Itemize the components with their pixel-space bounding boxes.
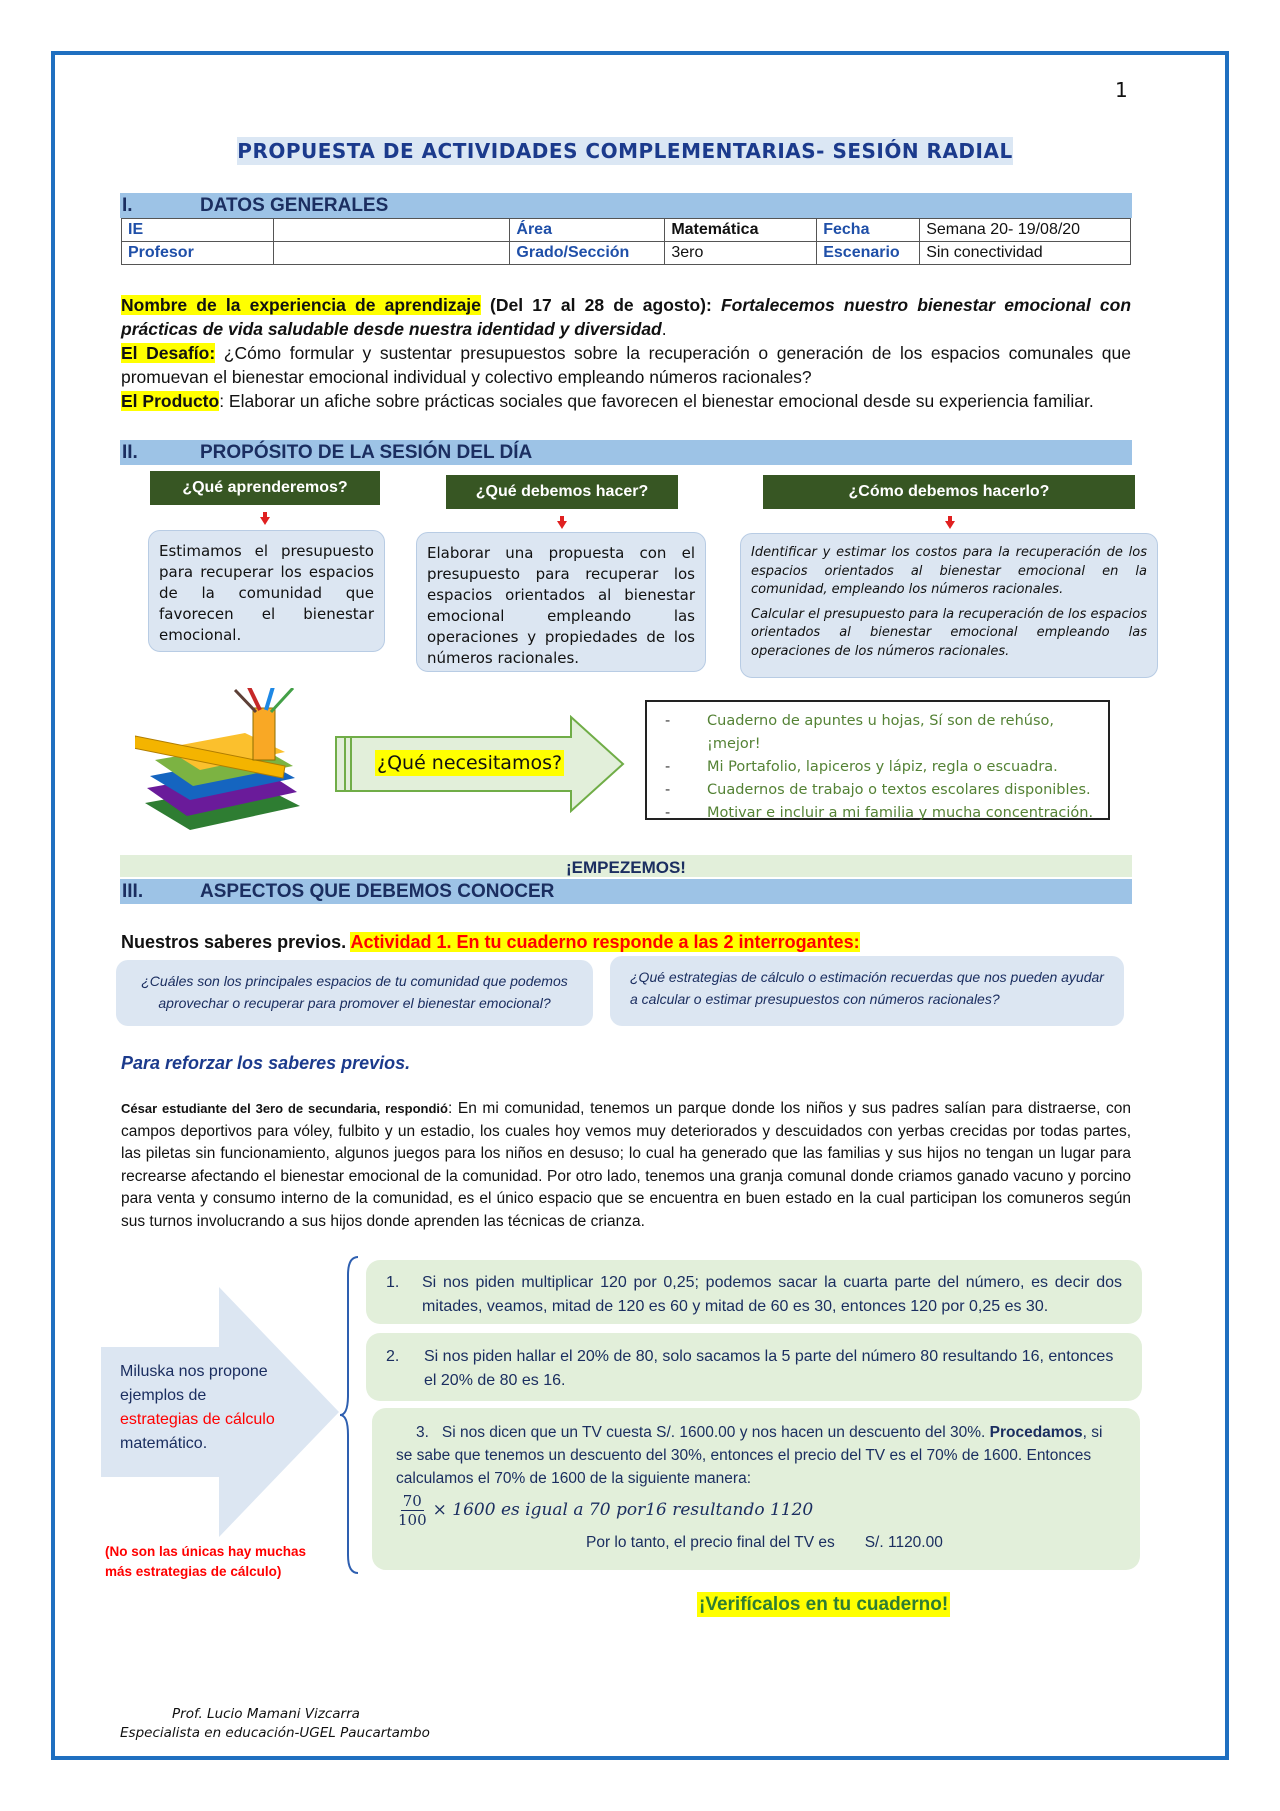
- section-3-bar: [120, 879, 1132, 904]
- footer-author: Prof. Lucio Mamani Vizcarra: [172, 1706, 360, 1722]
- cesar-label: César estudiante del 3ero de secundaria, respondió: [121, 1101, 448, 1116]
- question-1-text: ¿Cuáles son los principales espacios de tu comunidad que podemos aprovechar o recuperar para promover el bienestar emocional?: [141, 973, 568, 1011]
- area-label: Área: [510, 219, 665, 242]
- experience-dot: .: [661, 319, 667, 339]
- page-number: 1: [1115, 78, 1128, 102]
- area-value: Matemática: [665, 219, 817, 242]
- experience-label: Nombre de la experiencia de aprendizaje: [121, 295, 481, 315]
- document-title: PROPUESTA DE ACTIVIDADES COMPLEMENTARIAS- SESIÓN RADIAL: [237, 139, 1013, 163]
- activity-label: Actividad 1. En tu cuaderno responde a las 2 interrogantes:: [350, 932, 860, 952]
- strategy-1-box: [366, 1260, 1142, 1324]
- strategy-3-box: [372, 1408, 1140, 1570]
- list-item: - Mi Portafolio, lapiceros y lápiz, regla o escuadra.: [665, 759, 1058, 775]
- learn-header: ¿Qué aprenderemos?: [150, 471, 380, 505]
- strategy-1-text: Si nos piden multiplicar 120 por 0,25; podemos sacar la cuarta parte del número, es decir dos mitades, veamos, mitad de 120 es 60 y mitad de 60 es 30, entonces 120 por 0,25 es 30.: [422, 1274, 1122, 1315]
- footer: [120, 1705, 430, 1743]
- fraction-numerator: 70: [402, 1492, 422, 1510]
- experience-name: Fortalecemos nuestro bienestar emocional con prácticas de vida saludable desde nuestra identidad y diversidad: [121, 295, 1132, 339]
- down-arrow-icon: [260, 517, 270, 525]
- learn-text: Estimamos el presupuesto para recuperar los espacios de la comunidad que favorecen el bienestar emocional.: [159, 542, 374, 644]
- saberes-label: Nuestros saberes previos.: [121, 932, 351, 952]
- section-1-number: I.: [122, 195, 133, 216]
- question-1-box: [116, 960, 593, 1026]
- grado-label: Grado/Sección: [510, 242, 665, 265]
- list-item: - Cuadernos de trabajo o textos escolares disponibles.: [665, 782, 1091, 798]
- experience-paragraph: [121, 293, 1131, 341]
- cesar-paragraph: [121, 1098, 1131, 1233]
- escenario-label: Escenario: [817, 242, 920, 265]
- escenario-value: Sin conectividad: [920, 242, 1131, 265]
- ie-value: [273, 219, 510, 242]
- do-text: Elaborar una propuesta con el presupuesto para recuperar los espacios orientados al bienestar emocional empleando las operaciones y propiedades de los números racionales.: [427, 544, 695, 667]
- profesor-label: Profesor: [122, 242, 274, 265]
- do-box: [416, 532, 706, 672]
- strategy-3-text-a: Si nos dicen que un TV cuesta S/. 1600.00 y nos hacen un descuento del 30%.: [441, 1424, 990, 1441]
- footer-role: Especialista en educación-UGEL Paucartambo: [120, 1725, 430, 1741]
- section-2-bar: [120, 440, 1132, 465]
- conclusion-line: [586, 1531, 1116, 1554]
- how-text-1: Identificar y estimar los costos para la recuperación de los espacios orientados al bienestar emocional en la comunidad, empleando los números racionales.: [751, 545, 1147, 597]
- school-supplies-illustration: [135, 688, 310, 838]
- table-row: [122, 242, 1131, 265]
- section-3-title: ASPECTOS QUE DEBEMOS CONOCER: [200, 881, 555, 902]
- list-item: - Motivar e incluir a mi familia y mucha concentración.: [665, 805, 1094, 821]
- strategy-1-number: 1.: [386, 1274, 400, 1291]
- strategy-3-number: 3.: [416, 1424, 429, 1441]
- list-item: - Cuaderno de apuntes u hojas, Sí son de rehúso, ¡mejor!: [665, 713, 1055, 752]
- brace-icon: [340, 1255, 360, 1575]
- do-header: ¿Qué debemos hacer?: [446, 475, 678, 509]
- desafio-paragraph: [121, 341, 1131, 389]
- producto-text: : Elaborar un afiche sobre prácticas sociales que favorecen el bienestar emocional desde su experiencia familiar.: [219, 391, 1094, 411]
- miluska-note: (No son las únicas hay muchas más estrategias de cálculo): [105, 1544, 307, 1579]
- strategy-2-box: [366, 1333, 1142, 1401]
- conclusion-text: Por lo tanto, el precio final del TV es: [586, 1534, 835, 1551]
- miluska-red-text: estrategias de cálculo: [120, 1411, 275, 1428]
- needs-list: [645, 700, 1110, 820]
- fecha-label: Fecha: [817, 219, 920, 242]
- profesor-value: [273, 242, 510, 265]
- table-row: [122, 219, 1131, 242]
- start-banner: ¡EMPEZEMOS!: [120, 855, 1132, 877]
- producto-paragraph: [121, 389, 1131, 413]
- general-data-table: [121, 218, 1131, 265]
- how-text-2: Calcular el presupuesto para la recuperación de los espacios orientados al bienestar emocional empleando las operaciones de los números racionales.: [751, 606, 1147, 659]
- needs-arrow-label: ¿Qué necesitamos?: [377, 752, 563, 774]
- desafio-label: El Desafío:: [121, 343, 216, 363]
- strategy-3-bold: Procedamos: [989, 1424, 1083, 1441]
- how-box: [740, 533, 1158, 678]
- question-2-text: ¿Qué estrategias de cálculo o estimación recuerdas que nos pueden ayudar a calcular o estimar presupuestos con números racionales?: [630, 969, 1104, 1007]
- how-header: ¿Cómo debemos hacerlo?: [763, 475, 1135, 509]
- formula-line: [396, 1492, 1116, 1529]
- miluska-text: [120, 1360, 280, 1456]
- verify-text: ¡Verifícalos en tu cuaderno!: [699, 1594, 949, 1615]
- final-price: S/. 1120.00: [864, 1534, 943, 1551]
- fraction-denominator: 100: [398, 1511, 427, 1529]
- saberes-heading: [121, 930, 860, 954]
- down-arrow-icon: [557, 521, 567, 529]
- strategy-2-number: 2.: [386, 1348, 400, 1365]
- strategy-3-text-b: , si se sabe que tenemos un descuento del 30%, entonces el precio del TV es el 70% de 1600. Entonces calculamos el 70% de 1600 de la siguiente manera:: [396, 1424, 1103, 1487]
- formula-text: × 1600 es igual a 70 por16 resultando 1120: [432, 1500, 814, 1520]
- reforzar-heading: Para reforzar los saberes previos.: [121, 1053, 411, 1073]
- producto-label: El Producto: [121, 391, 220, 411]
- fraction: [396, 1492, 429, 1529]
- section-1-bar: [120, 193, 1132, 218]
- cesar-text: : En mi comunidad, tenemos un parque donde los niños y sus padres salían para distraerse, con campos deportivos para vóley, fulbito y un estadio, los cuales hoy vemos muy deteriorados y descuidados con yerbas crecidas por todas partes, las piletas sin funcionamiento, algunos juegos para los niños en desuso; lo cual ha generado que las familias y sus hijos no tengan un lugar para recrearse afectando el bienestar emocional de la comunidad. Por otro lado, tenemos una granja comunal donde criamos ganado vacuno y porcino para venta y consumo interno de la comunidad, es el único espacio que se encuentra en buen estado en la cual participan los comuneros según sus turnos involucrando a sus hijos donde aprenden las técnicas de crianza.: [121, 1100, 1131, 1230]
- down-arrow-icon: [945, 521, 955, 529]
- section-3-number: III.: [122, 881, 144, 902]
- fecha-value: Semana 20- 19/08/20: [920, 219, 1131, 242]
- section-2-number: II.: [122, 442, 138, 463]
- learn-box: [148, 530, 385, 652]
- miluska-part2: matemático.: [120, 1435, 208, 1452]
- section-1-title: DATOS GENERALES: [200, 195, 389, 216]
- experience-dates: (Del 17 al 28 de agosto):: [480, 295, 721, 315]
- strategy-2-text: Si nos piden hallar el 20% de 80, solo sacamos la 5 parte del número 80 resultando 16, entonces el 20% de 80 es 16.: [424, 1348, 1114, 1389]
- ie-label: IE: [122, 219, 274, 242]
- question-2-box: [610, 956, 1124, 1026]
- desafio-text: ¿Cómo formular y sustentar presupuestos sobre la recuperación o generación de los espacios comunales que promuevan el bienestar emocional individual y colectivo empleando números racionales?: [121, 343, 1131, 387]
- miluska-part1: Miluska nos propone ejemplos de: [120, 1363, 268, 1404]
- section-2-title: PROPÓSITO DE LA SESIÓN DEL DÍA: [200, 442, 533, 463]
- grado-value: 3ero: [665, 242, 817, 265]
